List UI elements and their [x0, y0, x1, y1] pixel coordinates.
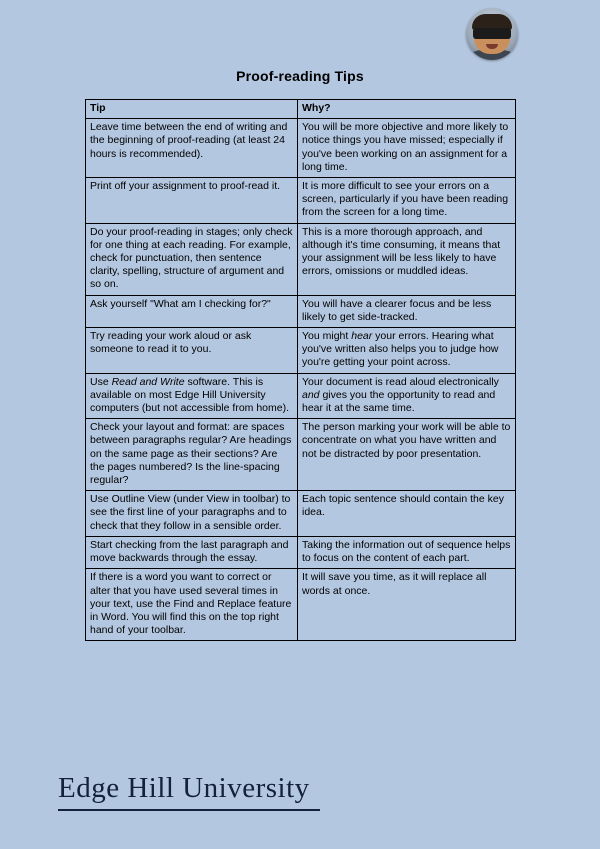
- cell-why: It will save you time, as it will replace all words at once.: [298, 569, 516, 641]
- cell-why: This is a more thorough approach, and although it's time consuming, it means that your assignment will be less likely to have errors, omissions or muddled ideas.: [298, 223, 516, 295]
- table-row: [86, 295, 516, 327]
- cell-tip: Check your layout and format: are spaces between paragraphs regular? Are headings on the same page as their sections? Are the pages numbered? Is the line-spacing regular?: [86, 419, 298, 491]
- footer-logo: [58, 771, 358, 811]
- table-row: [86, 223, 516, 295]
- cell-tip: Start checking from the last paragraph and move backwards through the essay.: [86, 536, 298, 568]
- cell-why: You will be more objective and more likely to notice things you have missed; especially if you've been working on an assignment for a long time.: [298, 119, 516, 178]
- cell-tip: If there is a word you want to correct or alter that you have used several times in your text, use the Find and Replace feature in Word. You will find this on the top right hand of your toolbar.: [86, 569, 298, 641]
- person-avatar-icon: [466, 8, 518, 60]
- cell-tip: Use Read and Write software. This is available on most Edge Hill University computers (but not accessible from home).: [86, 373, 298, 419]
- cell-why: The person marking your work will be able to concentrate on what you have written and not be distracted by poor presentation.: [298, 419, 516, 491]
- column-header-why: Why?: [298, 100, 516, 119]
- cell-tip: Try reading your work aloud or ask someone to read it to you.: [86, 328, 298, 374]
- footer-rule: [58, 809, 320, 811]
- table-row: [86, 373, 516, 419]
- proof-reading-tips-table: [85, 99, 516, 641]
- cell-why: Your document is read aloud electronically and gives you the opportunity to read and hear it at the same time.: [298, 373, 516, 419]
- avatar-glasses: [473, 28, 511, 39]
- table-row: [86, 569, 516, 641]
- cell-tip: Print off your assignment to proof-read it.: [86, 178, 298, 224]
- university-name: Edge Hill University: [58, 772, 310, 804]
- page-title: Proof-reading Tips: [236, 68, 364, 84]
- avatar: [466, 8, 518, 60]
- cell-why: Each topic sentence should contain the key idea.: [298, 491, 516, 537]
- column-header-tip: Tip: [86, 100, 298, 119]
- cell-tip: Leave time between the end of writing and the beginning of proof-reading (at least 24 hours is recommended).: [86, 119, 298, 178]
- cell-why: Taking the information out of sequence helps to focus on the content of each part.: [298, 536, 516, 568]
- cell-why: It is more difficult to see your errors on a screen, particularly if you have been reading from the screen for a long time.: [298, 178, 516, 224]
- cell-why: You might hear your errors. Hearing what you've written also helps you to judge how you're getting your point across.: [298, 328, 516, 374]
- table-row: [86, 119, 516, 178]
- table-row: [86, 491, 516, 537]
- table-row: [86, 328, 516, 374]
- cell-tip: Use Outline View (under View in toolbar) to see the first line of your paragraphs and to check that they follow in a sensible order.: [86, 491, 298, 537]
- table-row: [86, 178, 516, 224]
- table-header-row: [86, 100, 516, 119]
- cell-tip: Do your proof-reading in stages; only check for one thing at each reading. For example, check for punctuation, then sentence clarity, spelling, structure of argument and so on.: [86, 223, 298, 295]
- cell-tip: Ask yourself "What am I checking for?": [86, 295, 298, 327]
- table-row: [86, 536, 516, 568]
- cell-why: You will have a clearer focus and be less likely to get side-tracked.: [298, 295, 516, 327]
- table-row: [86, 419, 516, 491]
